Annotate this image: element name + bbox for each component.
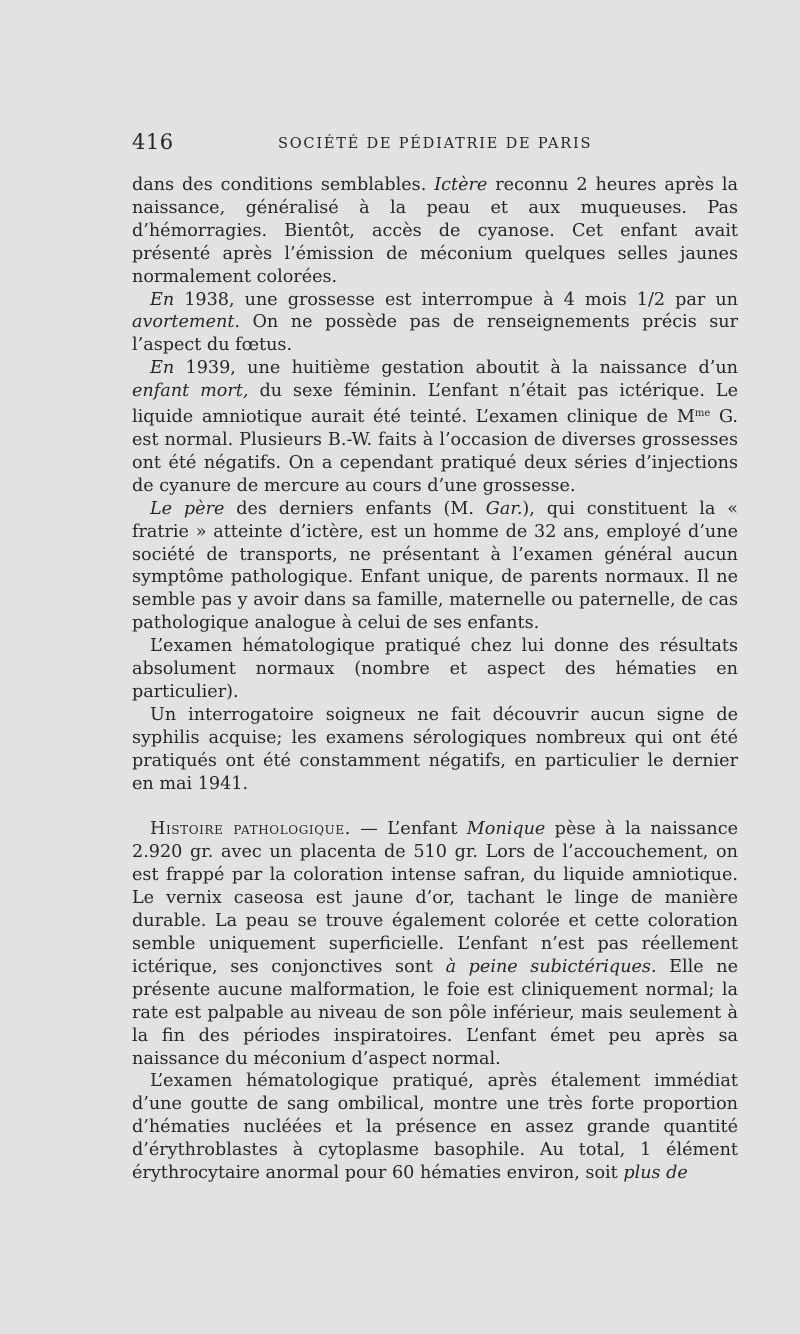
running-title: SOCIÉTÉ DE PÉDIATRIE DE PARIS xyxy=(278,136,593,152)
paragraph-1: dans des conditions semblables. Ictère reconnu 2 heures après la naissance, généralisé à la peau et aux muqueuses. Pas d’hémorragies. Bientôt, accès de cyanose. Cet enfant avait présenté après l’émission de méconium quelques selles jaunes normalement colorées. xyxy=(132,175,738,287)
paragraph-8: L’examen hématologique pratiqué, après étalement immédiat d’une goutte de sang ombilical, montre une très forte proportion d’hématies nucléées et la présence en assez grande quantité d’érythroblastes à cytoplasme basophile. Au total, 1 élément érythrocytaire anormal pour 60 hématies environ, soit plus de xyxy=(132,1071,738,1184)
section-heading: Histoire pathologique. xyxy=(150,819,351,840)
paragraph-7: Histoire pathologique. — L’enfant Monique pèse à la naissance 2.920 gr. avec un placenta de 510 gr. Lors de l’accouchement, on est frappé par la coloration intense safran, du liquide amniotique. Le vernix caseosa est jaune d’or, tachant le linge de manière durable. La peau se trouve également colorée et cette coloration semble uniquement superficielle. L’enfant n’est pas réellement ictérique, ses conjonctives sont à peine subictériques. Elle ne présente aucune malformation, le foie est cliniquement normal; la rate est palpable au niveau de son pôle inférieur, mais seulement à la fin des périodes inspiratoires. L’enfant émet peu après sa naissance du méconium d’aspect normal. xyxy=(132,819,739,1069)
paragraph-2: En 1938, une grossesse est interrompue à 4 mois 1/2 par un avortement. On ne possède pas de renseignements précis sur l’aspect du fœtus. xyxy=(132,289,738,356)
paragraph-3: En 1939, une huitième gestation aboutit à la naissance d’un enfant mort, du sexe féminin. L’enfant n’était pas ictérique. Le liquide amniotique aurait été teinté. L’examen clinique de $M^{me}$ G. est normal. Plusieurs B.-W. faits à l’occasion de diverses grossesses ont été négatifs. On a cependant pratiqué deux séries d’injections de cyanure de mercure au cours d’une grossesse. xyxy=(132,358,738,496)
paragraph-4: Le père des derniers enfants (M. Gar.), qui constituent la « fratrie » atteinte d’ictère, est un homme de 32 ans, employé d’une société de transports, ne présentant à l’examen général aucun symptôme pathologique. Enfant unique, de parents normaux. Il ne semble pas y avoir dans sa famille, maternelle ou paternelle, de cas pathologique analogue à celui de ses enfants. xyxy=(132,498,738,634)
body-text xyxy=(132,174,738,1185)
page-header xyxy=(132,130,738,158)
page-number: 416 xyxy=(132,130,174,154)
paragraph-5: L’examen hématologique pratiqué chez lui donne des résultats absolument normaux (nombre et aspect des hématies en particulier). xyxy=(132,636,738,702)
paragraph-6: Un interrogatoire soigneux ne fait découvrir aucun signe de syphilis acquise; les examens sérologiques nombreux qui ont été pratiqués ont été constamment négatifs, en particulier le dernier en mai 1941. xyxy=(132,704,738,794)
